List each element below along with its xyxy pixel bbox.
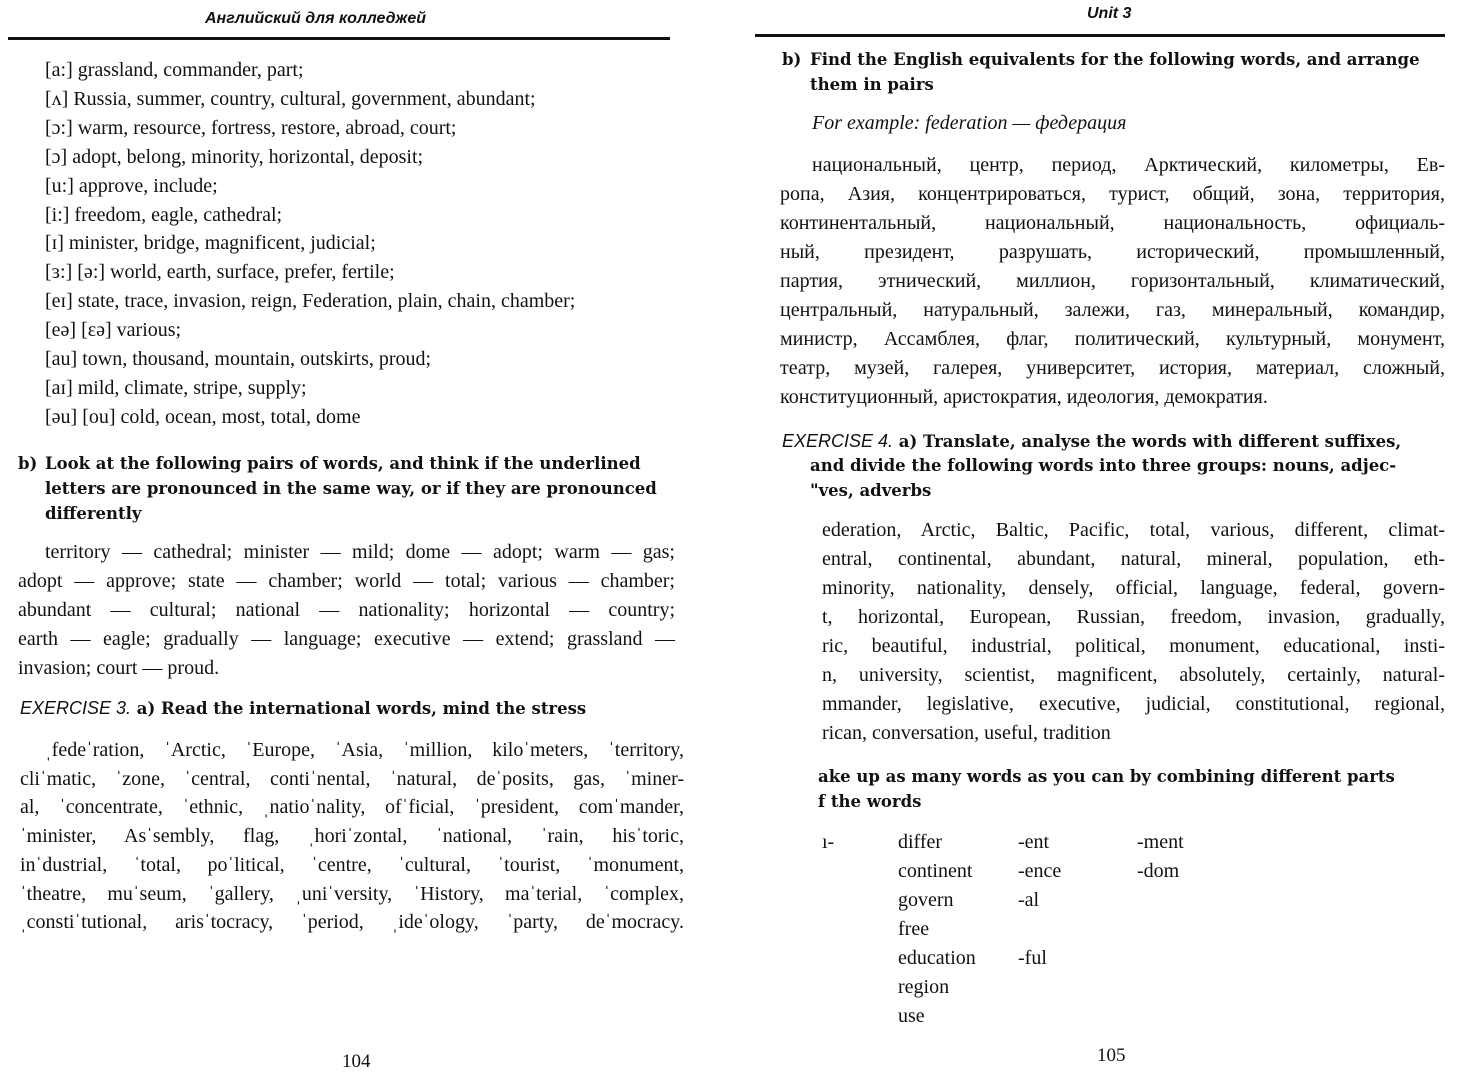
word-part-cell: continent xyxy=(898,860,973,882)
pairs-line: adopt — approve; state — chamber; world — total; various — chamber; xyxy=(18,570,675,592)
word-line: mmander, legislative, executive, judicial, constitutional, regional, xyxy=(822,693,1445,715)
pairs-line: abundant — cultural; national — nationality; horizontal — country; xyxy=(18,599,675,621)
russian-line: министр, Ассамблея, флаг, политический, культурный, монумент, xyxy=(780,328,1445,350)
stress-line: ˌfedeˈration, ˈArctic, ˈEurope, ˈAsia, ˈmillion, kiloˈmeters, ˈterritory, xyxy=(45,739,684,761)
stress-line: cliˈmatic, ˈzone, ˈcentral, contiˈnental, ˈnatural, deˈposits, gas, ˈminer- xyxy=(20,767,684,790)
word-part-cell: ı- xyxy=(822,831,835,853)
stress-line: ˈtheatre, muˈseum, ˈgallery, ˌuniˈversity, ˈHistory, maˈterial, ˈcomplex, xyxy=(20,882,684,905)
header-rule xyxy=(755,34,1445,37)
task-marker: b) xyxy=(782,50,802,69)
instruction-line: Look at the following pairs of words, and think if the underlined xyxy=(45,454,641,473)
word-part-cell: -ful xyxy=(1018,947,1047,969)
exercise-3-heading xyxy=(20,696,586,721)
instruction-line: ake up as many words as you can by combining different parts xyxy=(818,767,1395,786)
russian-line: континентальный, национальный, национальность, официаль- xyxy=(780,212,1445,234)
instruction-line: f the words xyxy=(818,792,922,811)
word-part-cell: education xyxy=(898,947,976,969)
stress-line: ˌconstiˈtutional, arisˈtocracy, ˈperiod, ˌideˈology, ˈparty, deˈmocracy. xyxy=(20,911,684,934)
phonetic-line: [ɔ:] warm, resource, fortress, restore, abroad, court; xyxy=(45,116,457,139)
word-part-cell: govern xyxy=(898,889,954,911)
phonetic-line: [ɜ:] [ə:] world, earth, surface, prefer, fertile; xyxy=(45,261,395,284)
header-rule xyxy=(8,37,670,40)
russian-line: конституционный, аристократия, идеология, демократия. xyxy=(780,386,1268,408)
instruction-line: them in pairs xyxy=(810,75,934,94)
pairs-line: invasion; court — proud. xyxy=(18,657,220,679)
instruction-line: differently xyxy=(45,504,142,523)
word-part-cell: -ent xyxy=(1018,831,1050,853)
phonetic-line: [ʌ] Russia, summer, country, cultural, government, abundant; xyxy=(45,87,536,110)
pairs-line: earth — eagle; gradually — language; executive — extend; grassland — xyxy=(18,628,675,650)
phonetic-line: [eə] [ɛə] various; xyxy=(45,319,182,342)
russian-line: ный, президент, разрушать, исторический, промышленный, xyxy=(780,241,1445,263)
phonetic-line: [i:] freedom, eagle, cathedral; xyxy=(45,203,283,226)
stress-line: al, ˈconcentrate, ˈethnic, ˌnatioˈnality, ofˈficial, ˈpresident, comˈmander, xyxy=(20,796,684,819)
stress-line: ˈminister, Asˈsembly, flag, ˌhoriˈzontal, ˈnational, ˈrain, hisˈtoric, xyxy=(20,825,684,848)
pairs-line: territory — cathedral; minister — mild; dome — adopt; warm — gas; xyxy=(45,541,675,563)
instruction-line: "ves, adverbs xyxy=(810,480,932,500)
exercise-label: EXERCISE 4. xyxy=(782,431,894,451)
phonetic-line: [aɪ] mild, climate, stripe, supply; xyxy=(45,376,307,399)
word-part-cell: use xyxy=(898,1005,925,1027)
word-line: minority, nationality, densely, official, language, federal, govern- xyxy=(822,577,1445,599)
running-header: Английский для колледжей xyxy=(205,10,426,27)
russian-line: ропа, Азия, концентрироваться, турист, общий, зона, территория, xyxy=(780,183,1445,205)
stress-line: inˈdustrial, ˈtotal, poˈlitical, ˈcentre, ˈcultural, ˈtourist, ˈmonument, xyxy=(20,853,684,876)
russian-line: центральный, натуральный, залежи, газ, минеральный, командир, xyxy=(780,299,1445,321)
phonetic-line: [eɪ] state, trace, invasion, reign, Federation, plain, chain, chamber; xyxy=(45,290,576,313)
phonetic-line: [ɪ] minister, bridge, magnificent, judicial; xyxy=(45,232,376,255)
example-line: For example: federation — федерация xyxy=(812,112,1127,134)
russian-line: партия, этнический, миллион, горизонтальный, климатический, xyxy=(780,270,1445,292)
phonetic-line: [ɔ] adopt, belong, minority, horizontal, deposit; xyxy=(45,145,424,168)
phonetic-line: [au] town, thousand, mountain, outskirts, proud; xyxy=(45,348,432,370)
word-part-cell: differ xyxy=(898,831,943,853)
running-header: Unit 3 xyxy=(1087,5,1132,22)
russian-line: национальный, центр, период, Арктический, километры, Ев- xyxy=(812,154,1445,176)
word-line: t, horizontal, European, Russian, freedom, invasion, gradually, xyxy=(822,606,1445,628)
exercise-4-heading xyxy=(782,429,1401,454)
word-part-cell: -ment xyxy=(1137,831,1184,853)
page-number: 105 xyxy=(1097,1045,1126,1066)
instruction-line: letters are pronounced in the same way, or if they are pronounced xyxy=(45,479,657,498)
instruction-line: and divide the following words into three groups: nouns, adjec- xyxy=(810,456,1397,475)
right-page xyxy=(740,0,1462,1080)
word-line: entral, continental, abundant, natural, mineral, population, eth- xyxy=(822,548,1445,570)
exercise-task: a) Translate, analyse the words with different suffixes, xyxy=(898,432,1402,451)
page-number: 104 xyxy=(342,1051,371,1072)
word-part-cell: -al xyxy=(1018,889,1040,911)
exercise-task: a) Read the international words, mind the stress xyxy=(136,699,587,718)
word-line: ederation, Arctic, Baltic, Pacific, total, various, different, climat- xyxy=(822,519,1445,541)
russian-line: театр, музей, галерея, университет, история, материал, сложный, xyxy=(780,357,1445,379)
phonetic-line: [u:] approve, include; xyxy=(45,174,218,197)
word-line: rican, conversation, useful, tradition xyxy=(822,722,1111,744)
phonetic-line: [əu] [ou] cold, ocean, most, total, dome xyxy=(45,405,361,428)
left-page xyxy=(0,0,700,1080)
word-part-cell: region xyxy=(898,976,950,998)
word-line: ric, beautiful, industrial, political, monument, educational, insti- xyxy=(822,635,1445,657)
instruction-line: Find the English equivalents for the following words, and arrange xyxy=(810,50,1420,69)
word-part-cell: -ence xyxy=(1018,860,1062,882)
word-part-cell: -dom xyxy=(1137,860,1180,882)
exercise-label: EXERCISE 3. xyxy=(20,698,132,718)
phonetic-line: [a:] grassland, commander, part; xyxy=(45,59,304,81)
word-line: n, university, scientist, magnificent, absolutely, certainly, natural- xyxy=(822,664,1445,686)
task-marker: b) xyxy=(18,454,38,473)
word-part-cell: free xyxy=(898,918,930,940)
